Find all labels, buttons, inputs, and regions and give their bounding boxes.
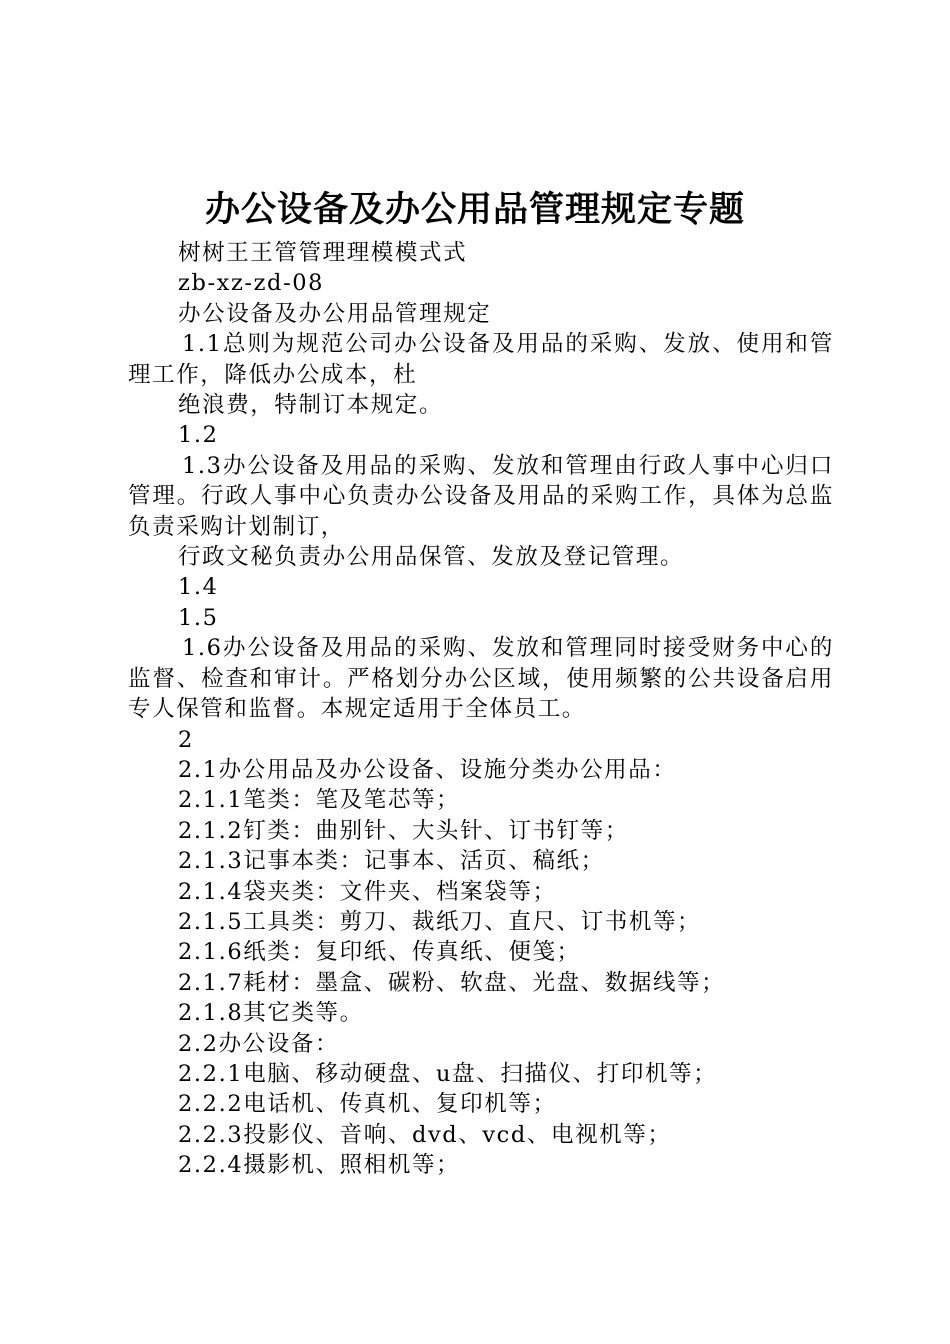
paragraph: 2.1.7耗材：墨盒、碳粉、软盘、光盘、数据线等；	[178, 969, 726, 996]
paragraph: 1.4	[178, 574, 219, 601]
paragraph: zb-xz-zd-08	[178, 270, 325, 297]
paragraph: 2	[178, 726, 194, 753]
paragraph: 办公设备及办公用品管理规定	[178, 300, 492, 327]
paragraph: 1.3办公设备及用品的采购、发放和管理由行政人事中心归口管理。行政人事中心负责办公设备及用品的采购工作，具体为总监负责采购计划制订，	[128, 452, 834, 540]
paragraph: 2.2.3投影仪、音响、dvd、vcd、电视机等；	[178, 1121, 672, 1148]
paragraph: 1.2	[178, 422, 219, 449]
paragraph: 2.1.5工具类：剪刀、裁纸刀、直尺、订书机等；	[178, 908, 702, 935]
document-body	[128, 238, 834, 1181]
paragraph: 树树王王管管理理模模式式	[178, 240, 468, 266]
document-title: 办公设备及办公用品管理规定专题	[204, 189, 745, 230]
paragraph: 1.5	[178, 604, 219, 631]
paragraph: 2.1.8其它类等。	[178, 1000, 364, 1027]
paragraph: 2.2.4摄影机、照相机等；	[178, 1152, 461, 1179]
paragraph: 2.1办公用品及办公设备、设施分类办公用品：	[178, 756, 677, 783]
paragraph: 2.2.2电话机、传真机、复印机等；	[178, 1091, 557, 1118]
paragraph: 2.1.3记事本类：记事本、活页、稿纸；	[178, 848, 605, 875]
paragraph: 2.2办公设备：	[178, 1030, 340, 1057]
paragraph: 2.1.6纸类：复印纸、传真纸、便笺；	[178, 939, 581, 966]
paragraph: 2.2.1电脑、移动硬盘、u盘、扫描仪、打印机等；	[178, 1060, 718, 1087]
paragraph: 2.1.1笔类：笔及笔芯等；	[178, 787, 461, 814]
paragraph: 2.1.2钉类：曲别针、大头针、订书钉等；	[178, 817, 629, 844]
paragraph: 绝浪费，特制订本规定。	[178, 392, 444, 419]
paragraph: 1.1总则为规范公司办公设备及用品的采购、发放、使用和管理工作，降低办公成本，杜	[128, 331, 834, 388]
paragraph: 2.1.4袋夹类：文件夹、档案袋等；	[178, 878, 557, 905]
paragraph: 1.6办公设备及用品的采购、发放和管理同时接受财务中心的监督、检查和审计。严格划分办公区域，使用频繁的公共设备启用专人保管和监督。本规定适用于全体员工。	[128, 635, 834, 723]
paragraph: 行政文秘负责办公用品保管、发放及登记管理。	[178, 544, 685, 571]
